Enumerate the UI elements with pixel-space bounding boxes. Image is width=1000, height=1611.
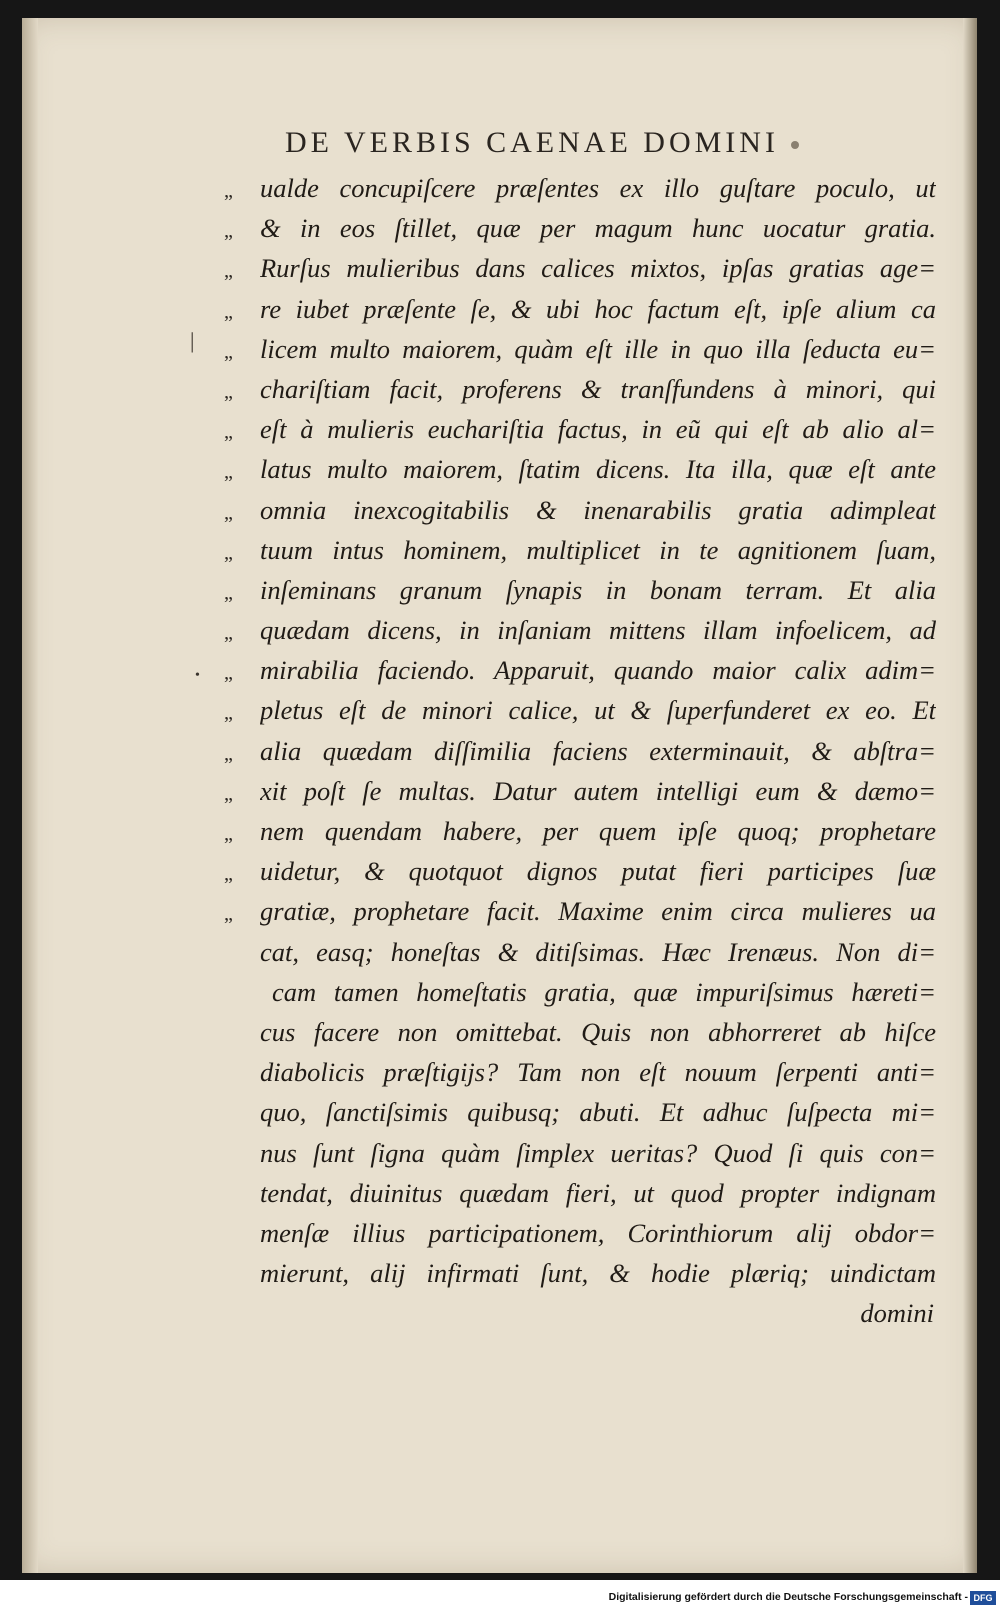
catchword: domini xyxy=(860,1298,934,1329)
text-line xyxy=(224,329,936,369)
text-line xyxy=(224,530,936,570)
margin-dot-mark: • xyxy=(195,668,200,683)
text-line xyxy=(224,248,936,288)
text-line-content: & in eos ſtillet, quæ per magum hunc uocatur gratia. xyxy=(260,213,936,244)
text-line-content: uidetur, & quotquot dignos putat fieri participes ſuæ xyxy=(260,856,936,887)
quotation-marker: „ xyxy=(224,702,233,725)
quotation-marker: „ xyxy=(224,220,233,243)
text-line xyxy=(224,851,936,891)
quotation-marker: „ xyxy=(224,260,233,283)
quotation-marker: „ xyxy=(224,581,233,604)
text-line-content: cam tamen homeſtatis gratia, quæ impuriſsimus hæreti= xyxy=(272,976,936,1007)
text-line-content: diabolicis præſtigijs? Tam non eſt nouum ſerpenti anti= xyxy=(260,1057,936,1088)
text-line-content: xit poſt ſe multas. Datur autem intelligi eum & dæmo= xyxy=(260,775,936,806)
quotation-marker: „ xyxy=(224,742,233,765)
quotation-marker: „ xyxy=(224,662,233,685)
text-line xyxy=(224,168,936,208)
running-head-ornament xyxy=(791,141,799,149)
body-text xyxy=(224,168,936,1333)
page-edge-shadow xyxy=(963,18,977,1573)
text-line xyxy=(224,1173,936,1213)
quotation-marker: „ xyxy=(224,823,233,845)
text-line-content: pletus eſt de minori calice, ut & ſuperfunderet ex eo. Et xyxy=(260,695,936,726)
text-line xyxy=(224,1133,936,1173)
text-line xyxy=(224,972,936,1012)
text-line-content: licem multo maiorem, quàm eſt ille in quo illa ſeducta eu= xyxy=(260,333,936,364)
text-line xyxy=(224,289,936,329)
text-line xyxy=(224,932,936,972)
quotation-marker: „ xyxy=(224,421,233,444)
text-line-content: chariſtiam facit, proferens & tranſfundens à minori, qui xyxy=(260,373,936,404)
text-line xyxy=(224,891,936,931)
text-line-content: ualde concupiſcere præſentes ex illo guſtare poculo, ut xyxy=(260,173,936,203)
text-line xyxy=(224,208,936,248)
quotation-marker: „ xyxy=(224,863,233,886)
funding-credit: Digitalisierung gefördert durch die Deutsche Forschungsgemeinschaft - xyxy=(608,1591,968,1603)
margin-tick-mark: | xyxy=(190,328,195,353)
text-line-content: gratiæ, prophetare facit. Maxime enim circa mulieres ua xyxy=(260,896,936,927)
text-line-content: re iubet præſente ſe, & ubi hoc factum eſt, ipſe alium ca xyxy=(260,293,936,324)
text-line xyxy=(224,369,936,409)
text-line-content: cat, easq; honeſtas & ditiſsimas. Hæc Irenæus. Non di= xyxy=(260,936,936,967)
text-line xyxy=(224,1052,936,1092)
text-line xyxy=(224,490,936,530)
text-line xyxy=(224,570,936,610)
text-line-content: latus multo maiorem, ſtatim dicens. Ita illa, quæ eſt ante xyxy=(260,454,936,485)
quotation-marker: „ xyxy=(224,380,233,403)
text-line-content: nem quendam habere, per quem ipſe quoq; prophetare xyxy=(260,816,936,846)
quotation-marker: „ xyxy=(224,461,233,484)
text-line-content: nus ſunt ſigna quàm ſimplex ueritas? Quod ſi quis con= xyxy=(260,1137,936,1168)
text-line-content: quædam dicens, in inſaniam mittens illam infoelicem, ad xyxy=(260,615,936,646)
text-line-content: eſt à mulieris euchariſtia factus, in eũ qui eſt ab alio al= xyxy=(260,414,936,445)
running-head xyxy=(285,126,925,160)
dfg-logo: DFG xyxy=(970,1591,996,1605)
text-line-content: mierunt, alij infirmati ſunt, & hodie plæriq; uindictam xyxy=(260,1258,936,1289)
text-line-content: cus facere non omittebat. Quis non abhorreret ab hiſce xyxy=(260,1016,936,1047)
text-line-content: omnia inexcogitabilis & inenarabilis gratia adimpleat xyxy=(260,494,936,525)
quotation-marker: „ xyxy=(224,340,233,363)
text-line-content: mirabilia faciendo. Apparuit, quando maior calix adim= xyxy=(260,655,936,686)
text-line xyxy=(224,650,936,690)
text-line-content: menſæ illius participationem, Corinthiorum alij obdor= xyxy=(260,1217,936,1248)
footer-bar xyxy=(0,1580,1000,1611)
quotation-marker: „ xyxy=(224,541,233,564)
text-line xyxy=(224,771,936,811)
quotation-marker: „ xyxy=(224,622,233,645)
text-line xyxy=(224,610,936,650)
text-line-content: quo, ſanctiſsimis quibusq; abuti. Et adhuc ſuſpecta mi= xyxy=(260,1097,936,1128)
text-line xyxy=(224,449,936,489)
quotation-marker: „ xyxy=(224,903,233,926)
quotation-marker: „ xyxy=(224,501,233,524)
text-line-content: alia quædam diſſimilia faciens exterminauit, & abſtra= xyxy=(260,735,936,766)
text-line xyxy=(224,1092,936,1132)
quotation-marker: „ xyxy=(224,782,233,805)
running-head-text: DE VERBIS CAENAE DOMINI xyxy=(285,126,779,159)
quotation-marker: „ xyxy=(224,300,233,323)
page-gutter-shadow xyxy=(22,18,38,1573)
text-line xyxy=(224,690,936,730)
text-line xyxy=(224,811,936,851)
text-line-content: inſeminans granum ſynapis in bonam terram. Et alia xyxy=(260,574,936,605)
text-line-content: tendat, diuinitus quædam fieri, ut quod propter indignam xyxy=(260,1177,936,1208)
text-line xyxy=(224,1253,936,1293)
text-line-content: tuum intus hominem, multiplicet in te agnitionem ſuam, xyxy=(260,534,936,565)
text-line-content: Rurſus mulieribus dans calices mixtos, ipſas gratias age= xyxy=(260,253,936,284)
text-line xyxy=(224,731,936,771)
text-line xyxy=(224,409,936,449)
text-line xyxy=(224,1012,936,1052)
quotation-marker: „ xyxy=(224,180,233,202)
text-line xyxy=(224,1213,936,1253)
